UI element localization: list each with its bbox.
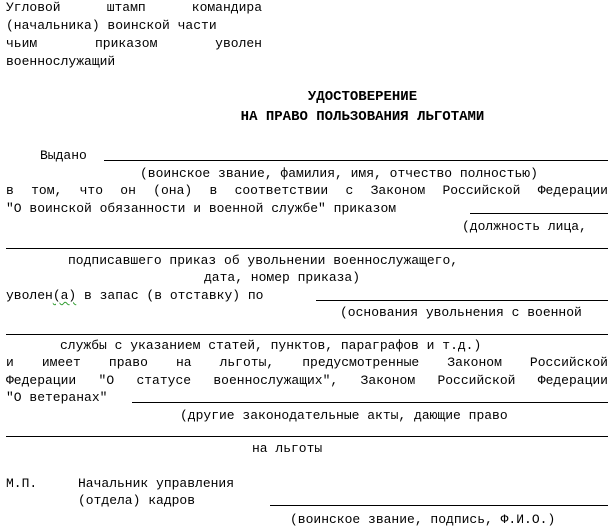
text-word: в: [209, 183, 218, 198]
stamp-word: приказом: [94, 36, 158, 51]
dismissed-suffix: (а): [52, 288, 77, 303]
full-blank-line-3: [6, 436, 608, 437]
head-title-line-1: Начальник управления: [78, 476, 235, 491]
text-word: и: [6, 355, 14, 370]
hint-service: службы с указанием статей, пунктов, параграфов и т.д.): [60, 338, 482, 353]
text-word: военнослужащих",: [213, 373, 339, 388]
dismissed-line: [6, 288, 263, 303]
order-blank-line: [470, 213, 608, 214]
text-word: право: [108, 355, 148, 370]
text-word: Федерации: [537, 373, 608, 388]
hint-position: (должность лица,: [462, 219, 587, 234]
name-blank-line: [104, 160, 608, 161]
hint-signed: подписавшего приказ об увольнении военнослужащего,: [68, 253, 459, 268]
document-subtitle: НА ПРАВО ПОЛЬЗОВАНИЯ ЛЬГОТАМИ: [240, 109, 485, 125]
stamp-word: чьим: [6, 36, 38, 51]
text-word: Законом: [447, 355, 502, 370]
issued-label: Выдано: [40, 148, 87, 163]
text-word: Российской: [442, 183, 521, 198]
stamp-word: командира: [191, 0, 262, 15]
text-word: льготы,: [219, 355, 275, 370]
text-word: соответствии: [234, 183, 329, 198]
hint-grounds: (основания увольнения с военной: [340, 305, 582, 320]
dismissed-rest: в запас (в отставку) по: [76, 288, 264, 303]
text-word: Законом: [360, 373, 416, 388]
stamp-line-1: [6, 0, 262, 15]
seal-label: М.П.: [6, 476, 38, 491]
stamp-word: Угловой: [6, 0, 61, 15]
text-word: Законом: [370, 183, 426, 198]
status-line: [6, 373, 608, 388]
text-word: что: [79, 183, 103, 198]
law-line-1: [6, 183, 608, 198]
law-line-2: "О воинской обязанности и военной службе" приказом: [6, 201, 397, 216]
stamp-word: штамп: [106, 0, 146, 15]
signature-blank-line: [270, 505, 608, 506]
rights-line: [6, 355, 608, 370]
full-blank-line-1: [6, 248, 608, 249]
hint-other-acts: (другие законодательные акты, дающие право: [180, 408, 508, 423]
hint-name: (воинское звание, фамилия, имя, отчество полностью): [140, 166, 538, 181]
dismissed-word: уволен: [6, 288, 53, 303]
text-word: том,: [31, 183, 63, 198]
text-word: Федерации: [6, 373, 77, 388]
full-blank-line-2: [6, 334, 608, 335]
text-word: с: [345, 183, 354, 198]
head-title-line-2: (отдела) кадров: [78, 493, 196, 508]
text-word: имеет: [41, 355, 81, 370]
text-word: статусе: [136, 373, 192, 388]
text-word: на: [175, 355, 192, 370]
hint-signature: (воинское звание, подпись, Ф.И.О.): [290, 512, 556, 527]
text-word: в: [6, 183, 14, 198]
stamp-line-2: (начальника) воинской части: [6, 18, 217, 33]
veterans-blank-line: [132, 402, 608, 403]
veterans-line: "О ветеранах": [6, 390, 108, 405]
text-word: Федерации: [537, 183, 608, 198]
hint-date: дата, номер приказа): [204, 270, 361, 285]
stamp-line-4: военнослужащий: [6, 54, 116, 69]
text-word: "О: [98, 373, 115, 388]
stamp-line-3: [6, 36, 262, 51]
text-word: предусмотренные: [302, 355, 420, 370]
text-word: Российской: [437, 373, 516, 388]
document-title: УДОСТОВЕРЕНИЕ: [307, 89, 418, 105]
text-word: (она): [153, 183, 193, 198]
text-word: Российской: [529, 355, 608, 370]
hint-benefits: на льготы: [252, 441, 323, 456]
text-word: он: [120, 183, 136, 198]
grounds-blank-line: [316, 300, 608, 301]
stamp-word: уволен: [215, 36, 262, 51]
